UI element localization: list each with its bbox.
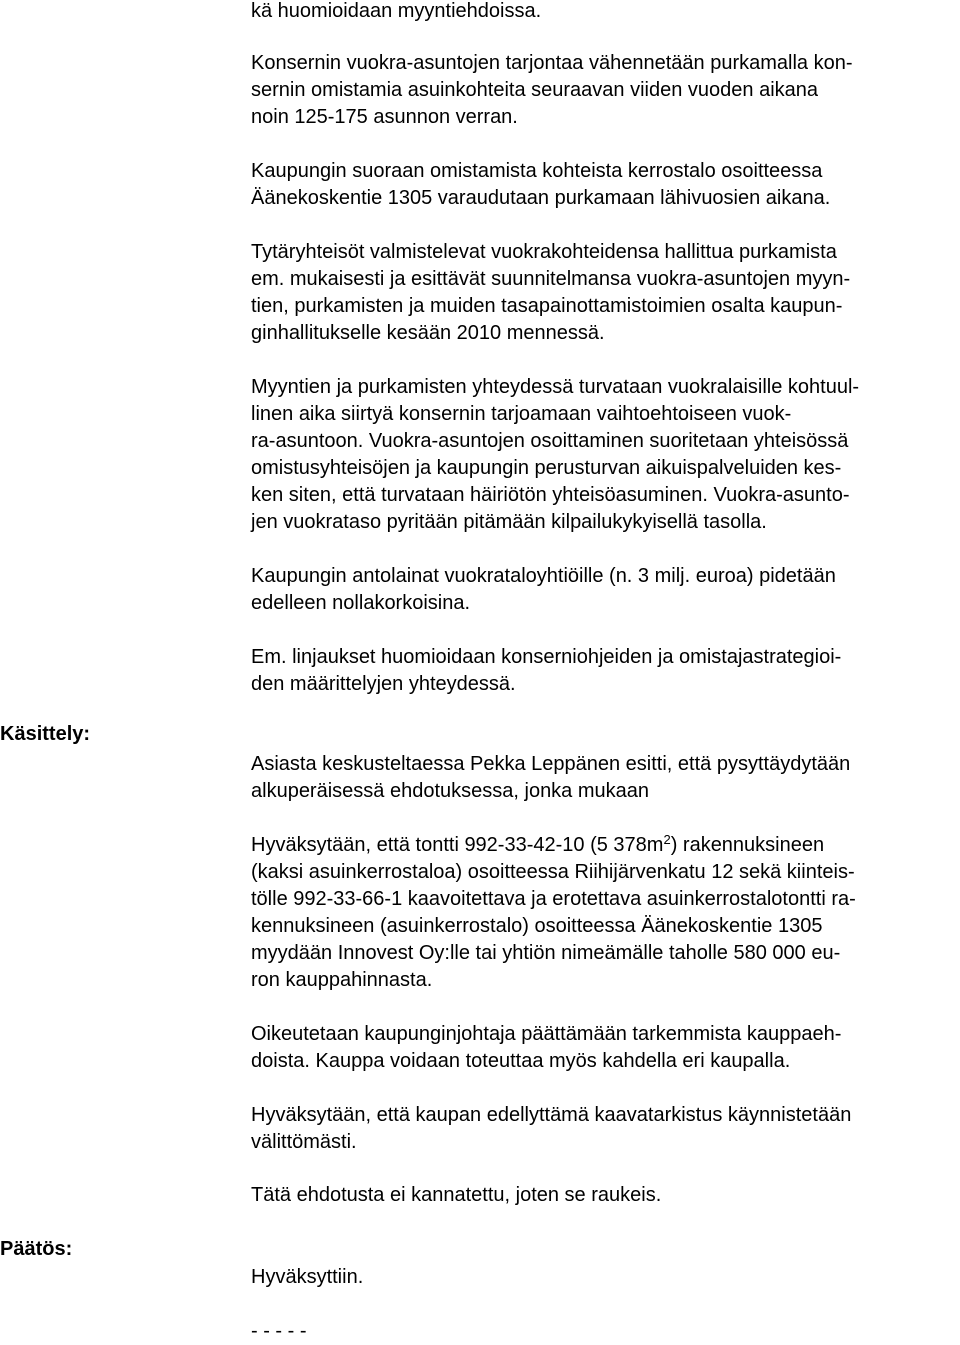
text-line: Tytäryhteisöt valmistelevat vuokrakohteidensa hallittua purkamista: [251, 241, 837, 263]
text-line: ron kauppahinnasta.: [251, 969, 433, 991]
text-line: edelleen nollakorkoisina.: [251, 592, 471, 614]
text-line: tölle 992-33-66-1 kaavoitettava ja erotettava asuinkerrostalotontti ra-: [251, 888, 856, 910]
text-line: [251, 832, 824, 859]
text-line: tien, purkamisten ja muiden tasapainottamistoimien osalta kaupun-: [251, 295, 843, 317]
text-line: Kaupungin suoraan omistamista kohteista kerrostalo osoitteessa: [251, 160, 823, 182]
text-line: välittömästi.: [251, 1131, 357, 1153]
text-line: em. mukaisesti ja esittävät suunnitelmansa vuokra-asuntojen myyn-: [251, 268, 851, 290]
text-line: noin 125-175 asunnon verran.: [251, 106, 518, 128]
text-line: Hyväksytään, että kaupan edellyttämä kaavatarkistus käynnistetään: [251, 1104, 852, 1126]
text-line: Konsernin vuokra-asuntojen tarjontaa vähennetään purkamalla kon-: [251, 52, 853, 74]
separator-dashes: - - - - -: [251, 1320, 307, 1342]
text-line: Tätä ehdotusta ei kannatettu, joten se raukeis.: [251, 1184, 662, 1206]
text-line: (kaksi asuinkerrostaloa) osoitteessa Riihijärvenkatu 12 sekä kiinteis-: [251, 861, 855, 883]
text-line: myydään Innovest Oy:lle tai yhtiön nimeämälle taholle 580 000 eu-: [251, 942, 841, 964]
text-line: Asiasta keskusteltaessa Pekka Leppänen esitti, että pysyttäydytään: [251, 753, 851, 775]
text-line: linen aika siirtyä konsernin tarjoamaan vaihtoehtoiseen vuok-: [251, 403, 792, 425]
text-line: Em. linjaukset huomioidaan konserniohjeiden ja omistajastrategioi-: [251, 646, 842, 668]
text-line: doista. Kauppa voidaan toteuttaa myös kahdella eri kaupalla.: [251, 1050, 791, 1072]
text-line: alkuperäisessä ehdotuksessa, jonka mukaan: [251, 780, 650, 802]
section-label-kasittely: Käsittely:: [0, 723, 91, 745]
decision-text: Hyväksyttiin.: [251, 1266, 364, 1288]
text-segment: Hyväksytään, että tontti 992-33-42-10 (5 378m: [251, 834, 664, 856]
text-line: ra-asuntoon. Vuokra-asuntojen osoittaminen suoritetaan yhteisössä: [251, 430, 849, 452]
superscript: 2: [663, 832, 671, 847]
text-line: sernin omistamia asuinkohteita seuraavan viiden vuoden aikana: [251, 79, 819, 101]
text-line: ken siten, että turvataan häiriötön yhteisöasuminen. Vuokra-asunto-: [251, 484, 850, 506]
text-line: Kaupungin antolainat vuokrataloyhtiöille (n. 3 milj. euroa) pidetään: [251, 565, 836, 587]
text-line: kä huomioidaan myyntiehdoissa.: [251, 0, 542, 22]
text-line: omistusyhteisöjen ja kaupungin perusturvan aikuispalveluiden kes-: [251, 457, 842, 479]
section-label-paatos: Päätös:: [0, 1238, 73, 1260]
text-line: Äänekoskentie 1305 varaudutaan purkamaan lähivuosien aikana.: [251, 187, 831, 209]
text-line: ginhallitukselle kesään 2010 mennessä.: [251, 322, 605, 344]
text-segment: ) rakennuksineen: [670, 834, 825, 856]
text-line: jen vuokrataso pyritään pitämään kilpailukykyisellä tasolla.: [251, 511, 767, 533]
text-line: den määrittelyjen yhteydessä.: [251, 673, 516, 695]
text-line: kennuksineen (asuinkerrostalo) osoitteessa Äänekoskentie 1305: [251, 915, 823, 937]
text-line: Oikeutetaan kaupunginjohtaja päättämään tarkemmista kauppaeh-: [251, 1023, 842, 1045]
text-line: Myyntien ja purkamisten yhteydessä turvataan vuokralaisille kohtuul-: [251, 376, 860, 398]
